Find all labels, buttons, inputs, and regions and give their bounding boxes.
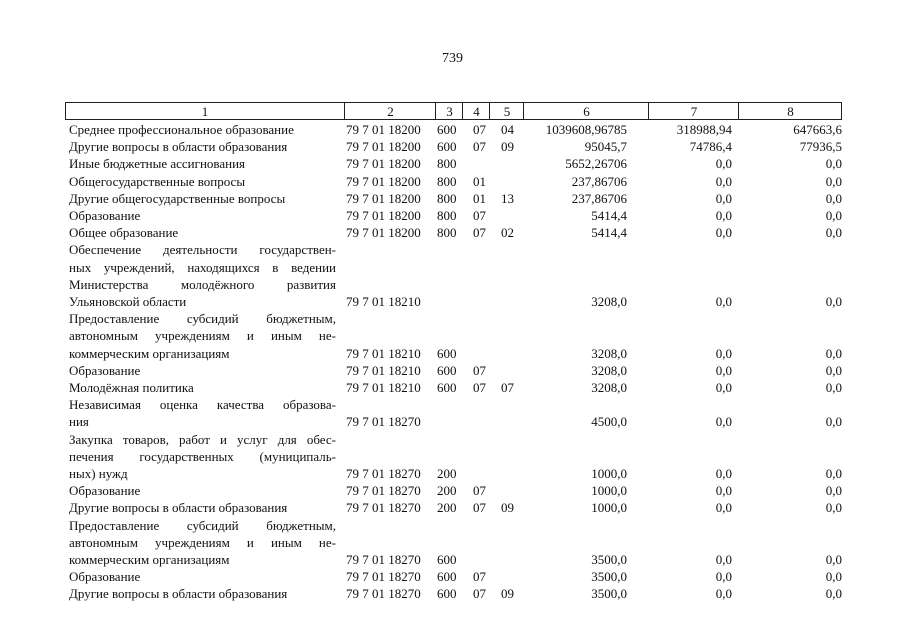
row-value-col7: 318988,94 bbox=[676, 122, 732, 137]
row-name bbox=[65, 499, 336, 516]
row-section: 01 bbox=[473, 190, 486, 206]
table-row bbox=[65, 482, 842, 499]
row-value-col8: 0,0 bbox=[825, 173, 842, 189]
row-name-line: Обеспечение деятельности государствен- bbox=[69, 242, 336, 258]
row-value-col6: 3500,0 bbox=[591, 586, 627, 602]
row-expense-type: 800 bbox=[437, 173, 457, 189]
row-subsection: 13 bbox=[501, 190, 514, 206]
row-name-line: автономным учреждениям и иным не- bbox=[69, 328, 336, 344]
row-name-line: Образование bbox=[69, 483, 141, 499]
row-value-col8: 0,0 bbox=[825, 345, 842, 361]
row-name bbox=[65, 379, 336, 396]
row-value-col7: 0,0 bbox=[715, 500, 732, 516]
row-name bbox=[65, 224, 336, 241]
row-expense-type: 800 bbox=[437, 190, 457, 206]
row-code: 79 7 01 18270 bbox=[346, 552, 421, 568]
row-name-line: Образование bbox=[69, 208, 141, 224]
row-name bbox=[65, 138, 336, 155]
row-expense-type: 200 bbox=[437, 500, 457, 516]
table-row bbox=[65, 499, 842, 516]
header-col-8: 8 bbox=[738, 103, 842, 119]
header-col-4: 4 bbox=[462, 103, 490, 119]
row-code: 79 7 01 18200 bbox=[346, 225, 421, 241]
row-value-col7: 0,0 bbox=[715, 173, 732, 189]
row-value-col6: 95045,7 bbox=[584, 139, 627, 155]
header-col-6: 6 bbox=[523, 103, 649, 119]
row-subsection: 09 bbox=[501, 586, 514, 602]
row-name-line: Другие вопросы в области образования bbox=[69, 139, 288, 155]
row-value-col6: 237,86706 bbox=[571, 190, 627, 206]
row-code: 79 7 01 18210 bbox=[346, 380, 421, 396]
row-value-col6: 3208,0 bbox=[591, 294, 627, 310]
row-code: 79 7 01 18270 bbox=[346, 569, 421, 585]
row-code: 79 7 01 18200 bbox=[346, 156, 421, 172]
row-name-line: Общегосударственные вопросы bbox=[69, 173, 246, 189]
row-value-col6: 237,86706 bbox=[571, 173, 627, 189]
row-expense-type: 800 bbox=[437, 156, 457, 172]
row-name bbox=[65, 396, 336, 430]
row-code: 79 7 01 18270 bbox=[346, 586, 421, 602]
row-name-line: Другие общегосударственные вопросы bbox=[69, 190, 286, 206]
row-name bbox=[65, 568, 336, 585]
row-expense-type: 600 bbox=[437, 569, 457, 585]
row-name-line: Другие вопросы в области образования bbox=[69, 586, 288, 602]
row-name-line: Предоставление субсидий бюджетным, bbox=[69, 311, 336, 327]
table-row bbox=[65, 173, 842, 190]
row-code: 79 7 01 18270 bbox=[346, 483, 421, 499]
row-section: 07 bbox=[473, 569, 486, 585]
row-value-col7: 0,0 bbox=[715, 466, 732, 482]
row-value-col8: 0,0 bbox=[825, 156, 842, 172]
row-value-col7: 74786,4 bbox=[689, 139, 732, 155]
row-value-col7: 0,0 bbox=[715, 380, 732, 396]
header-col-2: 2 bbox=[344, 103, 436, 119]
row-name-line: Предоставление субсидий бюджетным, bbox=[69, 517, 336, 533]
header-col-7: 7 bbox=[648, 103, 739, 119]
row-name-line: коммерческим организациям bbox=[69, 552, 230, 568]
row-section: 07 bbox=[473, 139, 486, 155]
table-row bbox=[65, 517, 842, 569]
row-name bbox=[65, 362, 336, 379]
row-value-col8: 0,0 bbox=[825, 466, 842, 482]
row-expense-type: 600 bbox=[437, 586, 457, 602]
row-value-col7: 0,0 bbox=[715, 208, 732, 224]
row-expense-type: 600 bbox=[437, 380, 457, 396]
row-value-col6: 1000,0 bbox=[591, 483, 627, 499]
row-subsection: 07 bbox=[501, 380, 514, 396]
row-name bbox=[65, 241, 336, 310]
row-expense-type: 200 bbox=[437, 483, 457, 499]
row-code: 79 7 01 18200 bbox=[346, 139, 421, 155]
row-name-line: печения государственных (муниципаль- bbox=[69, 448, 336, 464]
row-value-col6: 1039608,96785 bbox=[545, 122, 627, 137]
table-row bbox=[65, 568, 842, 585]
row-code: 79 7 01 18200 bbox=[346, 208, 421, 224]
row-value-col6: 5652,26706 bbox=[565, 156, 627, 172]
row-expense-type: 600 bbox=[437, 139, 457, 155]
table-row bbox=[65, 121, 842, 138]
row-name-line: Другие вопросы в области образования bbox=[69, 500, 288, 516]
row-value-col6: 3208,0 bbox=[591, 345, 627, 361]
row-name bbox=[65, 431, 336, 483]
row-value-col6: 3208,0 bbox=[591, 380, 627, 396]
row-name-line: ных) нужд bbox=[69, 466, 128, 482]
table-row bbox=[65, 362, 842, 379]
row-code: 79 7 01 18200 bbox=[346, 122, 421, 137]
row-section: 07 bbox=[473, 122, 486, 137]
row-name-line: Министерства молодёжного развития bbox=[69, 276, 336, 292]
row-name-line: Общее образование bbox=[69, 225, 179, 241]
table-row bbox=[65, 155, 842, 172]
row-expense-type: 800 bbox=[437, 208, 457, 224]
row-value-col8: 0,0 bbox=[825, 380, 842, 396]
row-value-col8: 0,0 bbox=[825, 552, 842, 568]
table-row bbox=[65, 379, 842, 396]
table-row bbox=[65, 396, 842, 430]
row-name bbox=[65, 207, 336, 224]
row-value-col8: 0,0 bbox=[825, 500, 842, 516]
page-number: 739 bbox=[442, 51, 463, 66]
row-value-col7: 0,0 bbox=[715, 552, 732, 568]
row-section: 07 bbox=[473, 225, 486, 241]
row-name bbox=[65, 190, 336, 207]
row-value-col7: 0,0 bbox=[715, 414, 732, 430]
table-row bbox=[65, 207, 842, 224]
row-section: 07 bbox=[473, 483, 486, 499]
row-section: 07 bbox=[473, 362, 486, 378]
row-name-line: Независимая оценка качества образова- bbox=[69, 397, 336, 413]
row-code: 79 7 01 18210 bbox=[346, 345, 421, 361]
header-col-3: 3 bbox=[435, 103, 463, 119]
row-value-col8: 0,0 bbox=[825, 225, 842, 241]
row-code: 79 7 01 18210 bbox=[346, 362, 421, 378]
row-name-line: ных учреждений, находящихся в ведении bbox=[69, 259, 336, 275]
row-name bbox=[65, 585, 336, 602]
row-subsection: 09 bbox=[501, 500, 514, 516]
row-value-col6: 3208,0 bbox=[591, 362, 627, 378]
row-name bbox=[65, 121, 336, 138]
row-expense-type: 600 bbox=[437, 345, 457, 361]
row-section: 07 bbox=[473, 586, 486, 602]
row-name-line: ния bbox=[69, 414, 89, 430]
row-section: 01 bbox=[473, 173, 486, 189]
row-name-line: Иные бюджетные ассигнования bbox=[69, 156, 246, 172]
row-name-line: Закупка товаров, работ и услуг для обес- bbox=[69, 431, 336, 447]
row-value-col8: 0,0 bbox=[825, 294, 842, 310]
table-header bbox=[65, 102, 842, 120]
row-name-line: Образование bbox=[69, 362, 141, 378]
row-name-line: Молодёжная политика bbox=[69, 380, 194, 396]
row-name-line: Образование bbox=[69, 569, 141, 585]
row-value-col8: 0,0 bbox=[825, 569, 842, 585]
row-code: 79 7 01 18270 bbox=[346, 414, 421, 430]
row-value-col8: 0,0 bbox=[825, 190, 842, 206]
row-value-col8: 0,0 bbox=[825, 362, 842, 378]
row-expense-type: 200 bbox=[437, 466, 457, 482]
row-value-col7: 0,0 bbox=[715, 362, 732, 378]
table-row bbox=[65, 585, 842, 602]
row-value-col8: 0,0 bbox=[825, 483, 842, 499]
row-code: 79 7 01 18200 bbox=[346, 173, 421, 189]
header-col-5: 5 bbox=[489, 103, 524, 119]
row-expense-type: 600 bbox=[437, 362, 457, 378]
row-section: 07 bbox=[473, 380, 486, 396]
row-value-col7: 0,0 bbox=[715, 586, 732, 602]
row-expense-type: 800 bbox=[437, 225, 457, 241]
row-name bbox=[65, 482, 336, 499]
row-name bbox=[65, 173, 336, 190]
row-value-col7: 0,0 bbox=[715, 225, 732, 241]
row-value-col6: 3500,0 bbox=[591, 569, 627, 585]
row-section: 07 bbox=[473, 208, 486, 224]
table-row bbox=[65, 310, 842, 362]
row-code: 79 7 01 18200 bbox=[346, 190, 421, 206]
row-name-line: автономным учреждениям и иным не- bbox=[69, 534, 336, 550]
row-value-col7: 0,0 bbox=[715, 294, 732, 310]
row-subsection: 02 bbox=[501, 225, 514, 241]
table-row bbox=[65, 224, 842, 241]
table-row bbox=[65, 190, 842, 207]
row-value-col7: 0,0 bbox=[715, 190, 732, 206]
row-section: 07 bbox=[473, 500, 486, 516]
table-body bbox=[65, 121, 842, 603]
row-value-col8: 0,0 bbox=[825, 208, 842, 224]
row-subsection: 09 bbox=[501, 139, 514, 155]
row-name-line: Ульяновской области bbox=[69, 294, 187, 310]
row-value-col6: 1000,0 bbox=[591, 500, 627, 516]
table-row bbox=[65, 241, 842, 310]
row-subsection: 04 bbox=[501, 122, 514, 137]
row-value-col6: 4500,0 bbox=[591, 414, 627, 430]
table-row bbox=[65, 138, 842, 155]
row-name bbox=[65, 517, 336, 569]
row-value-col7: 0,0 bbox=[715, 345, 732, 361]
row-value-col7: 0,0 bbox=[715, 483, 732, 499]
row-name bbox=[65, 155, 336, 172]
row-code: 79 7 01 18210 bbox=[346, 294, 421, 310]
row-expense-type: 600 bbox=[437, 122, 457, 137]
header-col-1: 1 bbox=[201, 104, 209, 119]
row-name-line: коммерческим организациям bbox=[69, 345, 230, 361]
row-expense-type: 600 bbox=[437, 552, 457, 568]
row-name bbox=[65, 310, 336, 362]
row-value-col8: 0,0 bbox=[825, 586, 842, 602]
row-value-col6: 3500,0 bbox=[591, 552, 627, 568]
row-code: 79 7 01 18270 bbox=[346, 500, 421, 516]
row-value-col8: 0,0 bbox=[825, 414, 842, 430]
row-code: 79 7 01 18270 bbox=[346, 466, 421, 482]
row-value-col8: 647663,6 bbox=[793, 122, 842, 137]
row-value-col8: 77936,5 bbox=[799, 139, 842, 155]
row-value-col6: 5414,4 bbox=[591, 208, 627, 224]
row-name-line: Среднее профессиональное образование bbox=[69, 122, 294, 137]
table-row bbox=[65, 431, 842, 483]
row-value-col6: 5414,4 bbox=[591, 225, 627, 241]
row-value-col7: 0,0 bbox=[715, 156, 732, 172]
row-value-col7: 0,0 bbox=[715, 569, 732, 585]
row-value-col6: 1000,0 bbox=[591, 466, 627, 482]
